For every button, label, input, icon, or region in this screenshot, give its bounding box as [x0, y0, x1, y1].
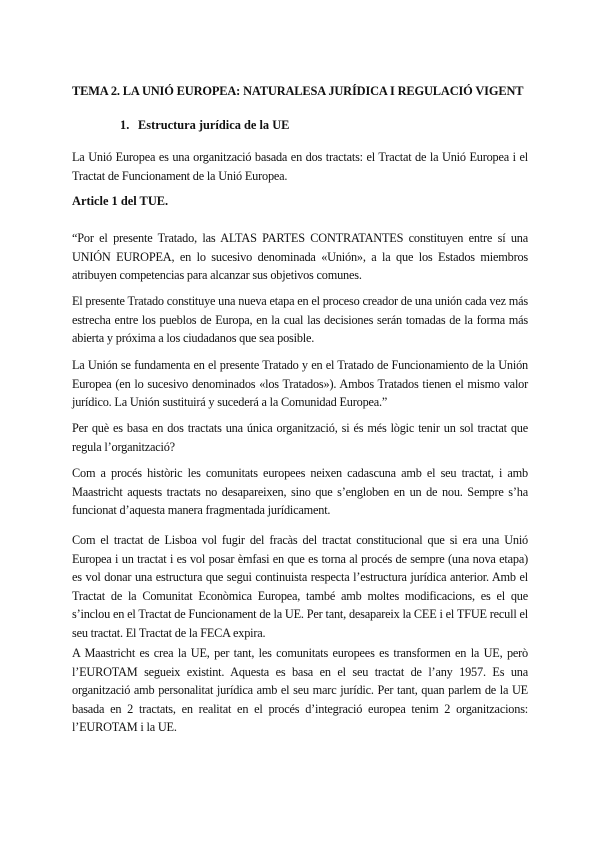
section-number: 1. — [120, 118, 130, 132]
body-paragraph-1: Com a procés històric les comunitats europees neixen cadascuna amb el seu tractat, i amb Maastricht aquests tractats no desapareixen, sino que s’engloben en un de nou. Sempre s’ha funcionat d’aquesta manera fragmentada jurídicament. — [72, 466, 528, 518]
document-title: TEMA 2. LA UNIÓ EUROPEA: NATURALESA JURÍDICA I REGULACIÓ VIGENT — [72, 84, 524, 98]
quote-paragraph-2: El presente Tratado constituye una nueva etapa en el proceso creador de una unión cada vez más estrecha entre los pueblos de Europa, en la cual las decisiones serán tomadas de la forma más abierta y próxima a los ciudadanos que sea posible. — [72, 294, 528, 346]
body-paragraph-2: Com el tractat de Lisboa vol fugir del fracàs del tractat constitucional que si era una Unió Europea i un tractat i es vol posar èmfasi en que es torna al procés de sempre (una nova etapa) es vol donar una estructura que segui continuista respecta l’estructura jurídica anterior. Amb el Tractat de la Comunitat Econòmica Europea, també amb moltes modificacions, es el que s’inclou en el Tractat de Funcionament de la UE. Per tant, desapareix la CEE i el TFUE recull el seu tractat. El Tractat de la FECA expira. — [72, 533, 528, 640]
intro-paragraph: La Unió Europea es una organització basada en dos tractats: el Tractat de la Unió Europea i el Tractat de Funcionament de la Unió Europea. — [72, 150, 528, 183]
quote-paragraph-1: “Por el presente Tratado, las ALTAS PARTES CONTRATANTES constituyen entre sí una UNIÓN EUROPEA, en lo sucesivo denominada «Unión», a la que los Estados miembros atribuyen competencias para alcanzar sus objetivos comunes. — [72, 231, 528, 283]
article-heading: Article 1 del TUE. — [72, 194, 169, 208]
section-label: Estructura jurídica de la UE — [138, 118, 290, 132]
quote-paragraph-3: La Unión se fundamenta en el presente Tratado y en el Tratado de Funcionamiento de la Unión Europea (en lo sucesivo denominados «los Tratados»). Ambos Tratados tienen el mismo valor jurídico. La Unión sustituirá y sucederá a la Comunidad Europea.” — [72, 358, 528, 410]
section-heading — [120, 118, 289, 133]
question-paragraph: Per què es basa en dos tractats una única organització, si és més lògic tenir un sol tractat que regula l’organització? — [72, 421, 528, 454]
body-paragraph-3: A Maastricht es crea la UE, per tant, les comunitats europees es transformen en la UE, però l’EUROTAM segueix existint. Aquesta es basa en el seu tractat de l’any 1957. Es una organització amb personalitat jurídica amb el seu marc jurídic. Per tant, quan parlem de la UE basada en 2 tractats, en realitat en el procés d’integració europea tenim 2 organitzacions: l’EUROTAM i la UE. — [72, 646, 528, 735]
